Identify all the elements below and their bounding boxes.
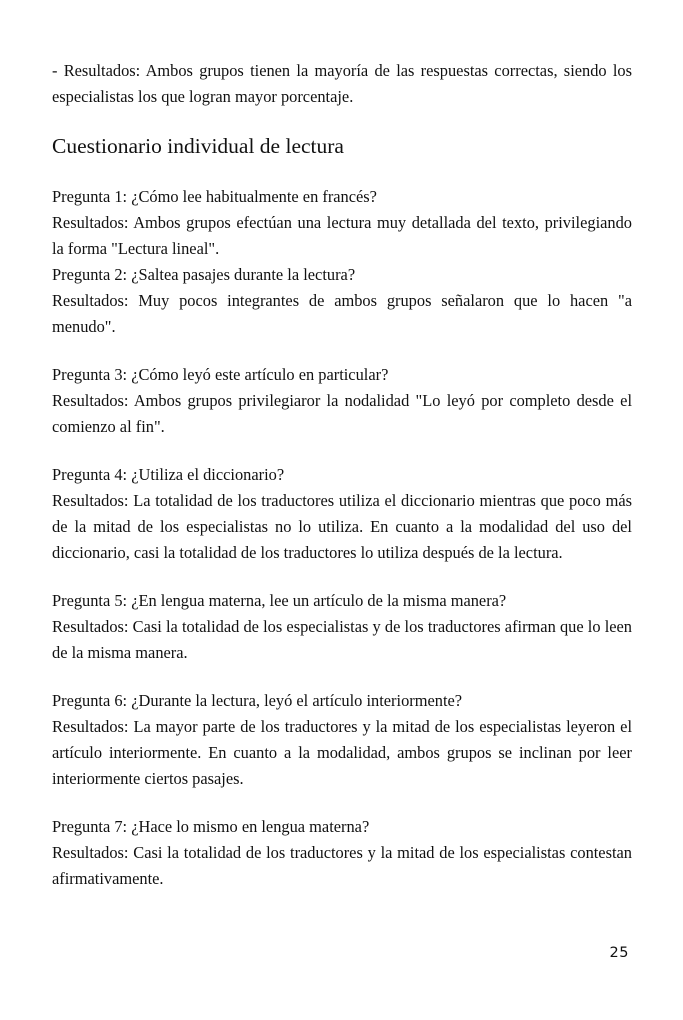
result-text: Resultados: La totalidad de los traductores utiliza el diccionario mientras que poco más de la mitad de los especialistas no lo utiliza. En cuanto a la modalidad del uso del diccionario, casi la totalidad de los traductores lo utiliza después de la lectura.	[52, 491, 632, 562]
question-block-3	[52, 362, 632, 440]
question-block-2	[52, 262, 632, 340]
page-number: 25	[609, 945, 629, 961]
question-block-5	[52, 588, 632, 666]
question-block-4	[52, 462, 632, 566]
question-block-7	[52, 814, 632, 892]
question-text: Pregunta 4: ¿Utiliza el diccionario?	[52, 465, 285, 484]
question-text: Pregunta 5: ¿En lengua materna, lee un artículo de la misma manera?	[52, 591, 507, 610]
question-text: Pregunta 6: ¿Durante la lectura, leyó el artículo interiormente?	[52, 691, 463, 710]
question-text: Pregunta 7: ¿Hace lo mismo en lengua materna?	[52, 817, 370, 836]
question-text: Pregunta 3: ¿Cómo leyó este artículo en particular?	[52, 365, 389, 384]
question-list	[52, 184, 632, 892]
result-text: Resultados: La mayor parte de los traductores y la mitad de los especialistas leyeron el artículo interiormente. En cuanto a la modalidad, ambos grupos se inclinan por leer interiormente ciertos pasajes.	[52, 717, 632, 788]
document-page	[52, 58, 632, 914]
question-block-1	[52, 184, 632, 262]
question-block-6	[52, 688, 632, 792]
section-title: Cuestionario individual de lectura	[52, 134, 344, 158]
question-text: Pregunta 1: ¿Cómo lee habitualmente en francés?	[52, 187, 377, 206]
intro-results: - Resultados: Ambos grupos tienen la mayoría de las respuestas correctas, siendo los especialistas los que logran mayor porcentaje.	[52, 61, 632, 106]
result-text: Resultados: Muy pocos integrantes de ambos grupos señalaron que lo hacen "a menudo".	[52, 291, 632, 336]
result-text: Resultados: Casi la totalidad de los especialistas y de los traductores afirman que lo leen de la misma manera.	[52, 617, 632, 662]
result-text: Resultados: Ambos grupos privilegiaror la nodalidad "Lo leyó por completo desde el comienzo al fin".	[52, 391, 632, 436]
result-text: Resultados: Casi la totalidad de los traductores y la mitad de los especialistas contestan afirmativamente.	[52, 843, 632, 888]
result-text: Resultados: Ambos grupos efectúan una lectura muy detallada del texto, privilegiando la forma "Lectura lineal".	[52, 213, 632, 258]
question-text: Pregunta 2: ¿Saltea pasajes durante la lectura?	[52, 265, 356, 284]
